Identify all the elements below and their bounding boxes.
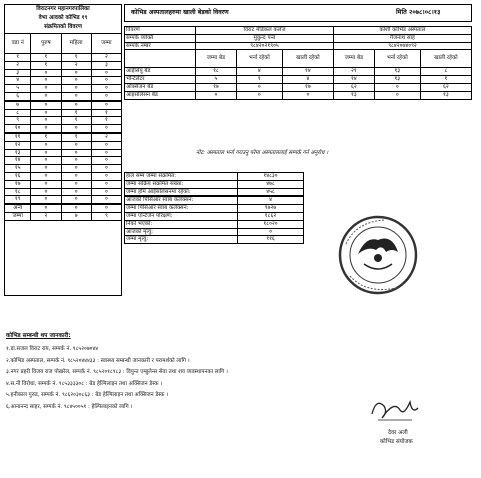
table-row <box>5 133 122 141</box>
stat-label: हाल सम्म जम्मा संक्रमित: <box>125 173 238 181</box>
ward-cell: ७ <box>61 212 91 220</box>
table-row <box>5 109 122 117</box>
bed-count-cell: १७ <box>282 83 333 91</box>
ward-cell: २ <box>61 61 91 69</box>
sub-free-1: खाली रहेको <box>282 50 333 68</box>
ward-cell: ० <box>61 165 91 173</box>
ward-cell: ० <box>61 196 91 204</box>
ward-cell: ० <box>91 149 121 157</box>
table-row <box>125 188 304 196</box>
label-contact: सम्पर्क व्यक्ति <box>125 34 196 42</box>
ward-cell: ० <box>91 77 121 85</box>
table-row <box>5 54 122 62</box>
table-row <box>125 68 472 76</box>
ward-table <box>4 33 122 221</box>
table-row <box>125 91 472 99</box>
table-row <box>5 157 122 165</box>
stat-label: निको भएको: <box>125 220 238 228</box>
bed-type-label: भेन्टिलेटर <box>125 76 196 84</box>
ward-cell: ० <box>31 188 61 196</box>
ward-cell: ० <box>31 157 61 165</box>
left-title-3: संक्रमितको विवरण <box>44 24 82 30</box>
table-row <box>5 77 122 85</box>
stat-label: आजको मृत्यु: <box>125 228 238 236</box>
table-row <box>5 125 122 133</box>
ward-cell: ० <box>91 125 121 133</box>
stat-value: ४ <box>238 196 304 204</box>
table-row <box>5 204 122 212</box>
table-row <box>125 180 304 188</box>
ward-cell: १५ <box>5 165 31 173</box>
ward-cell: ७ <box>5 101 31 109</box>
ward-cell: ० <box>61 101 91 109</box>
bed-count-cell: १४ <box>282 68 333 76</box>
ward-cell: ० <box>91 165 121 173</box>
ward-cell: २ <box>5 61 31 69</box>
ward-cell: ४ <box>5 77 31 85</box>
bed-count-cell: ० <box>374 91 420 99</box>
ward-cell: ० <box>91 196 121 204</box>
ward-cell: ० <box>31 196 61 204</box>
col-male: पुरुष <box>31 34 61 54</box>
stat-label: आजको पिसिआर स्वाब कलेक्सन: <box>125 196 238 204</box>
ward-cell: १६ <box>5 172 31 180</box>
ward-cell: ० <box>91 101 121 109</box>
ward-cell: ० <box>31 204 61 212</box>
ward-cell: ० <box>31 69 61 77</box>
sub-occupied-2: भर्ना रहेको <box>374 50 420 68</box>
bed-count-cell: १७ <box>196 83 237 91</box>
bed-count-cell: २१ <box>333 68 374 76</box>
table-row <box>5 149 122 157</box>
table-row <box>5 188 122 196</box>
table-row <box>5 69 122 77</box>
ward-cell: ० <box>31 77 61 85</box>
report-date: मिति २०७८।०८।१३ <box>396 8 441 16</box>
ward-cell: १ <box>61 117 91 125</box>
ward-cell: अन्य <box>5 204 31 212</box>
stat-label: जम्मा मृत्यु: <box>125 236 238 244</box>
bed-type-label: अक्सिजन बेड <box>125 83 196 91</box>
ward-cell: जम्मा <box>5 212 31 220</box>
ward-cell: ० <box>61 69 91 77</box>
table-row <box>5 212 122 220</box>
ward-cell: १ <box>61 109 91 117</box>
ward-cell: ३ <box>5 69 31 77</box>
sub-occupied-1: भर्ना रहेको <box>236 50 282 68</box>
ward-cell: १ <box>61 54 91 62</box>
ward-cell: ० <box>61 77 91 85</box>
ward-cell: ० <box>31 109 61 117</box>
bed-count-cell: ० <box>282 91 333 99</box>
ward-cell: १ <box>5 54 31 62</box>
table-row <box>125 196 304 204</box>
table-row <box>5 61 122 69</box>
info-line: २.कोभिड अस्पताल, सम्पर्क नं. ९८५२०४४४३३ : स्वास्थ्य सम्बन्धी जानकारी र परामर्शको लागि । <box>6 357 190 364</box>
table-row <box>5 172 122 180</box>
ward-cell: २ <box>91 133 121 141</box>
hospital-name-2: कोशी कोभिड अस्पताल <box>333 27 471 35</box>
ward-cell: ० <box>91 204 121 212</box>
bed-count-cell: ० <box>196 91 237 99</box>
ward-cell: ६ <box>5 92 31 100</box>
hospital-name-1: विराट मेडिकल कलेज <box>196 27 334 35</box>
ward-cell: १ <box>91 117 121 125</box>
stat-label: जम्मा होम आईसोलेसनमा रहेको: <box>125 188 238 196</box>
ward-cell: ० <box>61 172 91 180</box>
table-row <box>5 196 122 204</box>
bed-type-label: आइसोलेसन बेड <box>125 91 196 99</box>
ward-cell: ० <box>61 149 91 157</box>
sub-total-beds-2: जम्मा बेड <box>333 50 374 68</box>
hospital-phone-2: ९८४२०७४०९२ <box>333 42 471 50</box>
bed-count-cell: १३ <box>333 91 374 99</box>
hospital-note: नोट: अस्पताल भर्ना गराउनु परेमा अस्पताललाई सम्पर्क गर्न अनुरोध । <box>196 150 329 156</box>
ward-cell: १८ <box>5 188 31 196</box>
stat-value: १४८३० <box>238 173 304 181</box>
bed-count-cell: ५ <box>196 76 237 84</box>
info-line: १.डा.सजल विराट राय, सम्पर्क नं. ९८५२०७०४४ <box>6 346 99 352</box>
table-row <box>5 141 122 149</box>
table-row <box>5 117 122 125</box>
stat-value: ४५८ <box>238 188 304 196</box>
stamp-seal-icon <box>336 214 420 296</box>
ward-cell: ० <box>61 157 91 165</box>
ward-cell: २ <box>31 212 61 220</box>
signature-mark <box>366 392 422 426</box>
hospital-contact-1: मुकुन्द पन्त <box>196 34 334 42</box>
bed-count-cell: ० <box>236 83 282 91</box>
label-phone: सम्पर्क नम्बर <box>125 42 196 50</box>
ward-cell: ० <box>31 101 61 109</box>
stat-label: जम्मा सक्रिय संक्रमित संख्या: <box>125 180 238 188</box>
bed-count-cell: १४ <box>333 76 374 84</box>
ward-cell: ० <box>31 165 61 173</box>
table-row <box>125 173 304 181</box>
info-line: ६.आनानन्द साहर, सम्पर्क नं. ९८४५००५१ : हेल्पिलाइनको लागि । <box>6 403 133 410</box>
ward-cell: ९ <box>91 212 121 220</box>
left-title-1: विराटनगर महानगरपालिका <box>36 6 90 12</box>
stat-value: १८०२० <box>238 220 304 228</box>
ward-cell: १२ <box>5 141 31 149</box>
ward-cell: ० <box>91 141 121 149</box>
ward-cell: ० <box>31 180 61 188</box>
ward-cell: ० <box>61 141 91 149</box>
ward-cell: १३ <box>5 149 31 157</box>
bed-count-cell: ० <box>236 91 282 99</box>
stat-label: जम्मा एन्टिजेन परिक्षण: <box>125 212 238 220</box>
stat-value: ० <box>238 228 304 236</box>
table-row <box>125 212 304 220</box>
col-female: महिला <box>61 34 91 54</box>
signatory-role: कोभिड संयोजक <box>380 439 413 445</box>
table-row <box>125 83 472 91</box>
sub-free-2: खाली रहेको <box>420 50 471 68</box>
table-row <box>5 180 122 188</box>
stat-value: ११६ <box>238 236 304 244</box>
table-row <box>125 236 304 244</box>
bed-type-label: आईसियु बेड <box>125 68 196 76</box>
bed-count-cell: १३ <box>374 76 420 84</box>
bed-count-cell: १ <box>236 76 282 84</box>
info-heading: कोभिड सम्बन्धी थप जानकारी: <box>6 333 71 339</box>
office-stamp <box>336 214 420 296</box>
bed-count-cell: १ <box>420 76 471 84</box>
info-line: ४.स.नी विरोधा, सम्पर्क नं. ९८५३३३३०८ : बेड हेल्पिलाइन तथा अक्सिजन डेस्क । <box>6 380 163 387</box>
ward-cell: १९ <box>5 196 31 204</box>
col-total: जम्मा <box>91 34 121 54</box>
bed-count-cell: १३ <box>420 91 471 99</box>
bed-count-cell: ४ <box>282 76 333 84</box>
stat-value: ४७८ <box>238 180 304 188</box>
ward-cell: ० <box>31 92 61 100</box>
bed-count-cell: ० <box>374 83 420 91</box>
ward-cell: ० <box>61 204 91 212</box>
bed-count-cell: ६२ <box>333 83 374 91</box>
bed-count-cell: १८ <box>196 68 237 76</box>
ward-cell: १ <box>31 54 61 62</box>
stats-table <box>124 172 304 244</box>
ward-cell: ० <box>91 69 121 77</box>
col-ward: वडा नं <box>5 34 31 54</box>
ward-cell: १ <box>31 133 61 141</box>
ward-cell: ० <box>91 172 121 180</box>
ward-cell: ० <box>31 125 61 133</box>
ward-cell: १४ <box>5 157 31 165</box>
bed-count-cell: ४ <box>236 68 282 76</box>
ward-cell: ० <box>61 125 91 133</box>
table-row <box>5 92 122 100</box>
hospital-table <box>124 26 472 100</box>
bed-count-cell: ८ <box>420 68 471 76</box>
table-row <box>125 76 472 84</box>
stat-value: ९७२७ <box>238 205 304 213</box>
ward-cell: ० <box>91 92 121 100</box>
ward-cell: ० <box>31 172 61 180</box>
hospital-contact-2: गैजनाथ साह <box>333 34 471 42</box>
ward-cell: ८ <box>5 109 31 117</box>
ward-cell: १ <box>31 61 61 69</box>
table-row <box>5 85 122 93</box>
ward-cell: ० <box>61 180 91 188</box>
ward-cell: ९ <box>5 117 31 125</box>
ward-cell: १ <box>61 133 91 141</box>
left-panel <box>4 4 122 296</box>
ward-cell: १ <box>91 109 121 117</box>
page-title: कोभिड अस्पतालहरुमा खाली बेडको विवरण <box>131 9 229 16</box>
ward-cell: ० <box>61 188 91 196</box>
table-row <box>5 101 122 109</box>
ward-cell: ० <box>91 180 121 188</box>
label-detail: विवरण <box>125 27 196 35</box>
table-row <box>125 228 304 236</box>
bed-count-cell: १३ <box>374 68 420 76</box>
ward-cell: ० <box>31 149 61 157</box>
table-row <box>125 220 304 228</box>
left-title-2: वेभा आवको कोभिड १९ <box>38 15 88 21</box>
ward-cell: ५ <box>5 85 31 93</box>
ward-cell: ० <box>31 141 61 149</box>
ward-cell: १० <box>5 125 31 133</box>
ward-cell: ० <box>61 85 91 93</box>
ward-cell: ० <box>61 92 91 100</box>
stat-value: १८६२ <box>238 212 304 220</box>
ward-cell: ० <box>91 188 121 196</box>
sub-total-beds-1: जम्मा बेड <box>196 50 237 68</box>
info-line: ३.नगर प्रहरी विजय राज पोखरेल, सम्पर्क नं. ९८५२०१८९८३ : विपुन्त एम्बुलेन्स सेवा तथा शव व्यवस्थापनका लागि । <box>6 369 228 375</box>
info-line: ५.हनीकाल गुरुड, सम्पर्क नं. ९८६२०३०८६३ : बेड हेल्पिलाइन तथा अक्सिजन डेस्क । <box>6 392 169 398</box>
hospital-phone-1: ९८४२०२१९०५ <box>196 42 334 50</box>
bed-count-cell: ६२ <box>420 83 471 91</box>
table-row <box>5 165 122 173</box>
signatory-name: देवर अली <box>388 430 408 436</box>
ward-cell: ३ <box>91 61 121 69</box>
table-row <box>125 205 304 213</box>
stat-label: जम्मा पिसिआर स्वाब कलेक्सन: <box>125 205 238 213</box>
ward-cell: ० <box>91 85 121 93</box>
ward-cell: ११ <box>5 133 31 141</box>
ward-cell: ० <box>31 117 61 125</box>
ward-cell: ० <box>31 85 61 93</box>
ward-cell: १७ <box>5 180 31 188</box>
ward-cell: २ <box>91 54 121 62</box>
signature-icon <box>366 392 422 426</box>
ward-cell: ० <box>91 157 121 165</box>
